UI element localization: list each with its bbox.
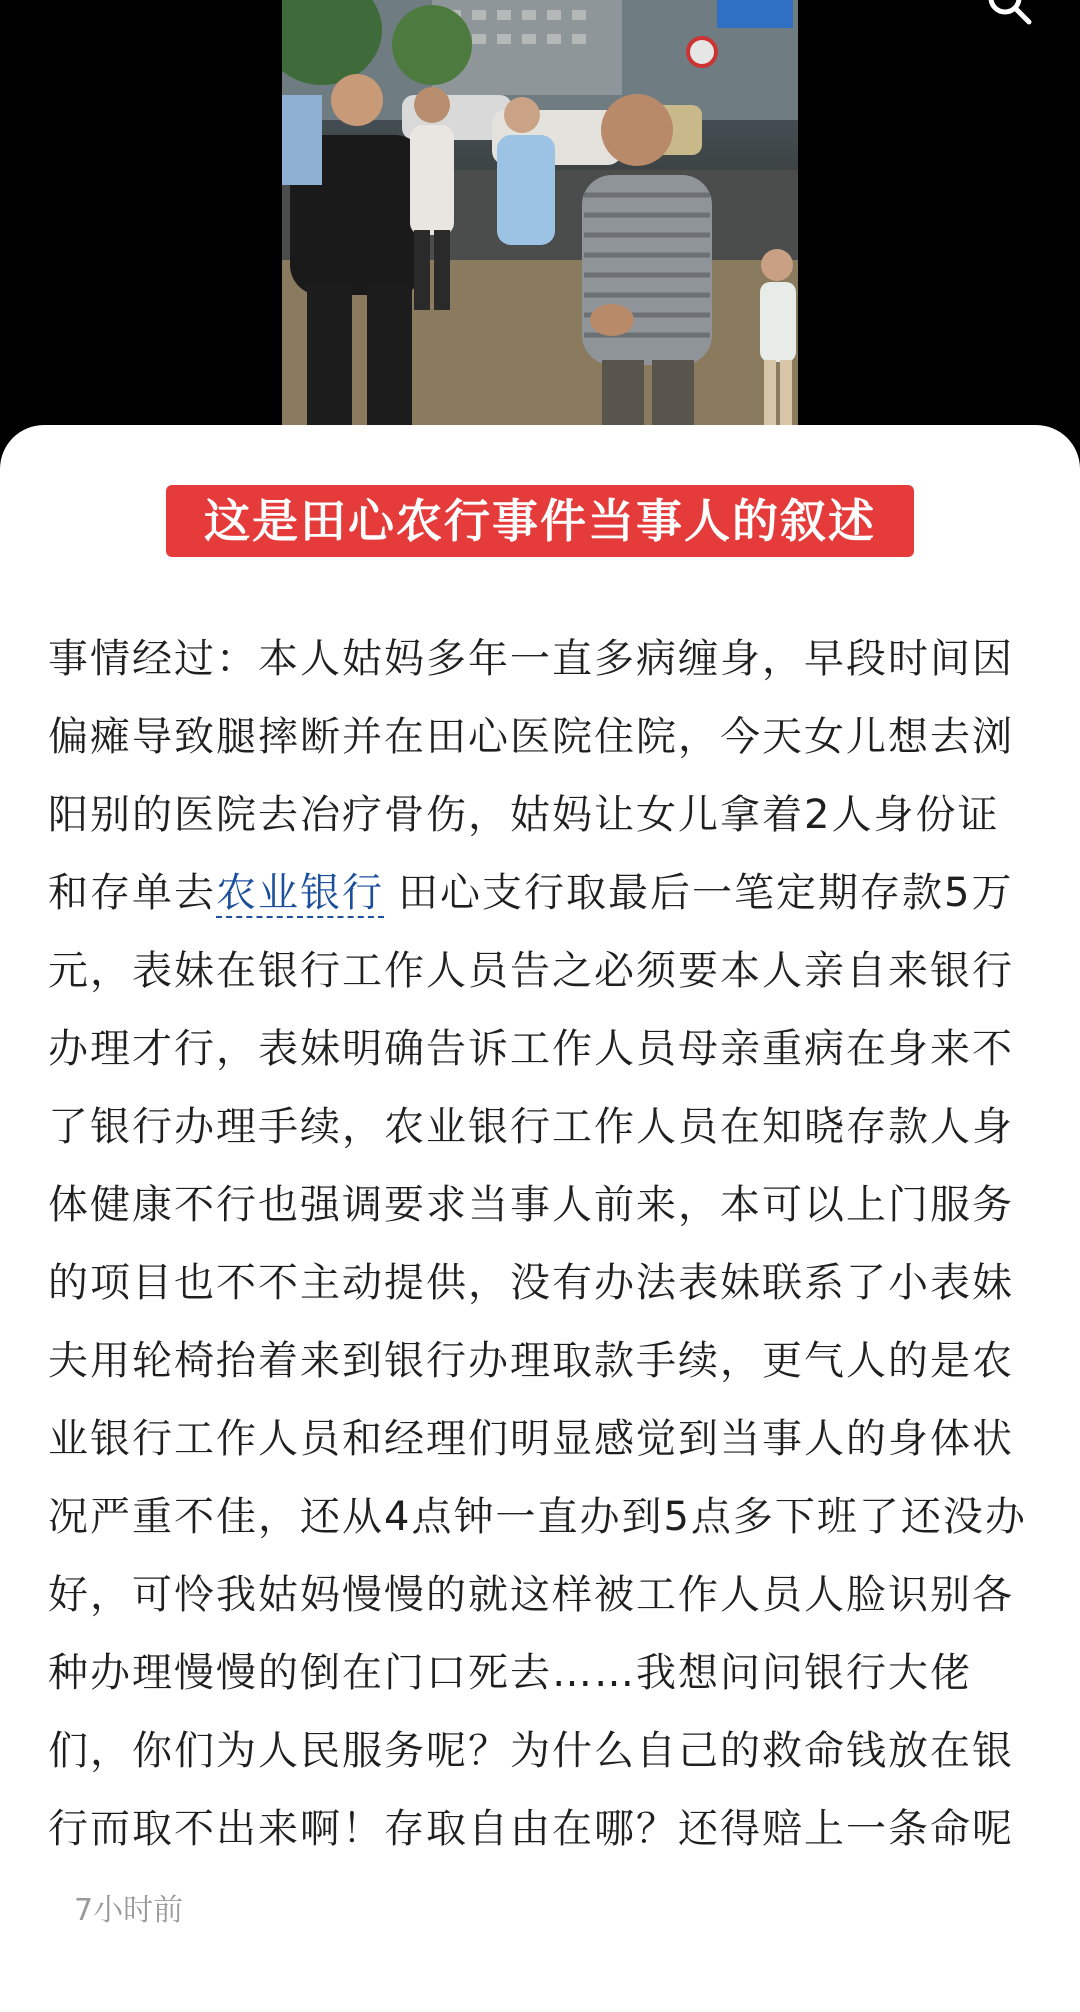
post-body-part2: 田心支行取最后一笔定期存款5万元，表妹在银行工作人员告之必须要本人亲自来银行办理才行，表妹明确告诉工作人员母亲重病在身来不了银行办理手续，农业银行工作人员在知晓存款人身体健康不行也强调要求当事人前来，本可以上门服务的项目也不不主动提供，没有办法表妹联系了小表妹夫用轮椅抬着来到银行办理取款手续，更气人的是农业银行工作人员和经理们明显感觉到当事人的身体状况严重不佳，还从4点钟一直办到5点多下班了还没办好，可怜我姑妈慢慢的就这样被工作人员人脸识别各种办理慢慢的倒在门口死去……我想问问银行大佬们，你们为人民服务呢？为什么自己的救命钱放在银行而取不出来啊！存取自由在哪？还得赔上一条命呢 (48, 870, 1027, 1852)
post-video-thumbnail[interactable] (282, 0, 798, 430)
video-scene-illustration (282, 0, 798, 430)
post-body-text (48, 620, 1038, 1950)
keyword-link-agricultural-bank[interactable]: 农业银行 (216, 870, 384, 916)
post-timestamp: 7小时前 (74, 1893, 184, 1928)
post-body-part1: 事情经过：本人姑妈多年一直多病缠身，早段时间因偏瘫导致腿摔断并在田心医院住院，今天女儿想去浏阳别的医院去冶疗骨伤，姑妈让女儿拿着2人身份证和存单去 (48, 636, 1014, 916)
search-icon[interactable] (985, 0, 1035, 28)
post-headline-banner: 这是田心农行事件当事人的叙述 (166, 485, 914, 557)
